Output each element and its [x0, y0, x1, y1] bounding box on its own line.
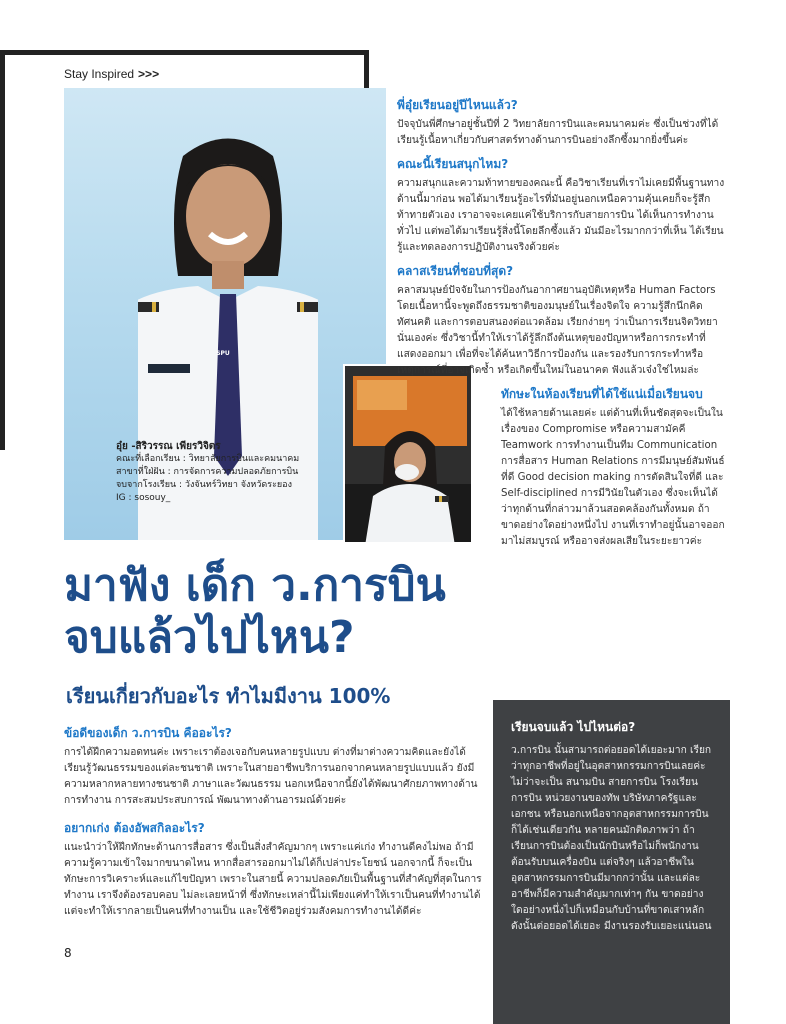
headline-line: จบแล้วไปไหน?: [64, 612, 355, 663]
qa-question: อยากเก่ง ต้องอัพสกิลอะไร?: [64, 821, 205, 835]
qa-question: คลาสเรียนที่ชอบที่สุด?: [397, 264, 514, 278]
qa-block: [64, 819, 482, 920]
caption-name: อุ๋ย -สิริวรรณ เพียรวิจิตร: [116, 441, 221, 452]
qa-block: [501, 385, 725, 550]
frame-left-border: [0, 50, 5, 450]
caption-line: คณะที่เลือกเรียน : วิทยาลัยการบินและคมนาคม: [116, 454, 300, 464]
qa-block: [397, 96, 725, 149]
headline-line: มาฟัง เด็ก ว.การบิน: [64, 560, 446, 611]
frame-top-border: [0, 50, 368, 55]
tie-badge: SPU: [216, 350, 230, 357]
section-tag-label: Stay Inspired: [64, 67, 135, 81]
caption-line: สาขาที่ใฝ่ฝัน : การจัดการความปลอดภัยการบิน: [116, 467, 299, 477]
right-column: [397, 96, 725, 556]
frame-right-border: [364, 50, 369, 88]
sidebar-box: [493, 700, 730, 1024]
qa-block: [397, 155, 725, 256]
qa-question: คณะนี้เรียนสนุกไหม?: [397, 157, 509, 171]
qa-block: [397, 262, 725, 379]
qa-block: [64, 724, 482, 809]
section-tag-arrows: >>>: [138, 67, 160, 81]
sidebar-box-text: ว.การบิน นั้นสามารถต่อยอดได้เยอะมาก เรียกว่าทุกอาชีพที่อยู่ในอุตสาหกรรมการบินเลยค่ะ ไม่ว่าจะเป็น สนามบิน สายการบิน โรงเรียนการบิน หน่วยงานของทัพ บริษัทภาครัฐและเอกชน หรือนอกเหนือจากอุตสาหกรรมการบินก็ได้เช่นเดียวกัน หลายคนมักติดภาพว่า ถ้าเรียนการบินต้องเป็นนักบินหรือไม่ก็พนักงานต้อนรับบนเครื่องบิน แต่จริงๆ แล้วอาชีพในอุตสาหกรรมการบินมีมากกว่านั้น และแต่ละอาชีพก็มีความสำคัญมากเท่าๆ กัน ขาดอย่างใดอย่างหนึ่งไปก็เหมือนกับบ้านที่ขาดเสาหลัก ดังนั้นต่อยอดได้เยอะ มีงานรองรับเยอะแน่นอน: [511, 745, 712, 932]
qa-question: พี่อุ๋ยเรียนอยู่ปีไหนแล้ว?: [397, 98, 518, 112]
qa-answer: ปัจจุบันพี่ศึกษาอยู่ชั้นปีที่ 2 วิทยาลัยการบินและคมนาคมค่ะ ซึ่งเป็นช่วงที่ได้เรียนรู้เนื้อหาเกี่ยวกับศาสตร์ทางด้านการบินอย่างลึกซึ้งมากยิ่งขึ้นค่ะ: [397, 119, 719, 146]
left-column: [64, 724, 482, 926]
qa-question: ข้อดีของเด็ก ว.การบิน คืออะไร?: [64, 726, 232, 740]
qa-answer: ได้ใช้หลายด้านเลยค่ะ แต่ด้านที่เห็นชัดสุดจะเป็นในเรื่องของ Compromise หรือความสามัคคี Teamwork การทำงานเป็นทีม Communication การสื่อสาร Human Relations การมีมนุษย์สัมพันธ์ที่ดี Good decision making การตัดสินใจที่ดี และ Self-disciplined การมีวินัยในตัวเอง ซึ่งจะเห็นได้ว่าทุกด้านที่กล่าวมาล้วนสอดคล้องกันทั้งหมด ถ้าขาดอย่างใดอย่างหนึ่งไป งานที่เราทำอยู่นั้นอาจออกมาไม่สมบูรณ์ หรืออาจส่งผลเสียในระยะยาวค่ะ: [501, 408, 725, 547]
section-tag: [64, 67, 159, 81]
page-number: 8: [64, 946, 72, 960]
qa-answer: ความสนุกและความท้าทายของคณะนี้ คือวิชาเรียนที่เราไม่เคยมีพื้นฐานทางด้านนี้มาก่อน พอได้มาเรียนรู้อะไรที่มันอยู่นอกเหนือความคุ้นเคยก็จะรู้สึกท้าทายตัวเอง เราอาจจะเคยแค่ใช้บริการกับสายการบิน ได้เห็นการทำงานทั่วไป แต่พอได้มาเรียนรู้สิ่งนี้โดยลึกซึ้งแล้ว มันมีอะไรมากกว่าที่เห็น ได้เรียนรู้และทดลองการปฏิบัติงานจริงด้วยค่ะ: [397, 178, 725, 253]
photo-caption: [116, 440, 316, 505]
caption-line: IG : sosouy_: [116, 493, 171, 503]
caption-line: จบจากโรงเรียน : วังจันทร์วิทยา จังหวัดระยอง: [116, 480, 292, 490]
qa-answer: คลาสมนุษย์ปัจจัยในการป้องกันอากาศยานอุบัติเหตุหรือ Human Factors โดยเนื้อหานี้จะพูดถึงธรรมชาติของมนุษย์ในเรื่องจิตใจ ความรู้สึกนึกคิด ทัศนคติ และการตอบสนองต่อแวดล้อม เรียกง่ายๆ ว่าเป็นการเรียนจิตวิทยานั่นเองค่ะ ซึ่งวิชานี้ทำให้เราได้รู้ลึกถึงต้นเหตุของปัญหาหรือการกระทำที่แสดงออกมา เพื่อที่จะได้ค้นหาวิธีการป้องกัน และรองรับการกระทำหรือเหตุการณ์ที่อาจเกิดซ้ำ หรือเกิดขึ้นใหม่ในอนาคต ฟังแล้วเจ๋งใช่ไหมล่ะ: [397, 285, 718, 376]
article-headline: [64, 560, 504, 664]
qa-answer: การได้ฝึกความอดทนค่ะ เพราะเราต้องเจอกับคนหลายรูปแบบ ต่างที่มาต่างความคิดและยังได้เรียนรู้วัฒนธรรมของแต่ละชนชาติ เพราะในสายอาชีพบริการนอกจากคนหลายรูปแบบแล้ว ยังมีความหลากหลายทางชนชาติ ภาษาและวัฒนธรรม นอกเหนือจากนี้ยังได้พัฒนาศักยภาพทางด้านการทำงาน การสะสมประสบการณ์ พัฒนาทางด้านอารมณ์ด้วยค่ะ: [64, 747, 478, 806]
qa-question: ทักษะในห้องเรียนที่ได้ใช้แน่เมื่อเรียนจบ: [501, 387, 703, 401]
qa-answer: แนะนำว่าให้ฝึกทักษะด้านการสื่อสาร ซึ่งเป็นสิ่งสำคัญมากๆ เพราะแค่เก่ง ทำงานดีคงไม่พอ ถ้ามีความรู้ความเข้าใจมากขนาดไหน หากสื่อสารออกมาไม่ได้ก็เปล่าประโยชน์ นอกจากนี้ ก็จะเป็นทักษะการวิเคราะห์และแก้ไขปัญหา เพราะในสายนี้ ความปลอดภัยเป็นพื้นฐานที่สำคัญที่สุดในการทำงาน เราจึงต้องรอบคอบ ไม่ละเลยหน้าที่ ซึ่งทักษะเหล่านี้ไม่เพียงแค่ทำให้เราเป็นคนที่ทำงานได้ แต่จะทำให้เรากลายเป็นคนที่ทำงานเป็น และใช้ชีวิตอยู่ร่วมสังคมการทำงานได้ดีค่ะ: [64, 842, 482, 917]
article-subtitle: เรียนเกี่ยวกับอะไร ทำไมมีงาน 100%: [66, 684, 391, 708]
sidebar-box-title: เรียนจบแล้ว ไปไหนต่อ?: [511, 720, 636, 734]
